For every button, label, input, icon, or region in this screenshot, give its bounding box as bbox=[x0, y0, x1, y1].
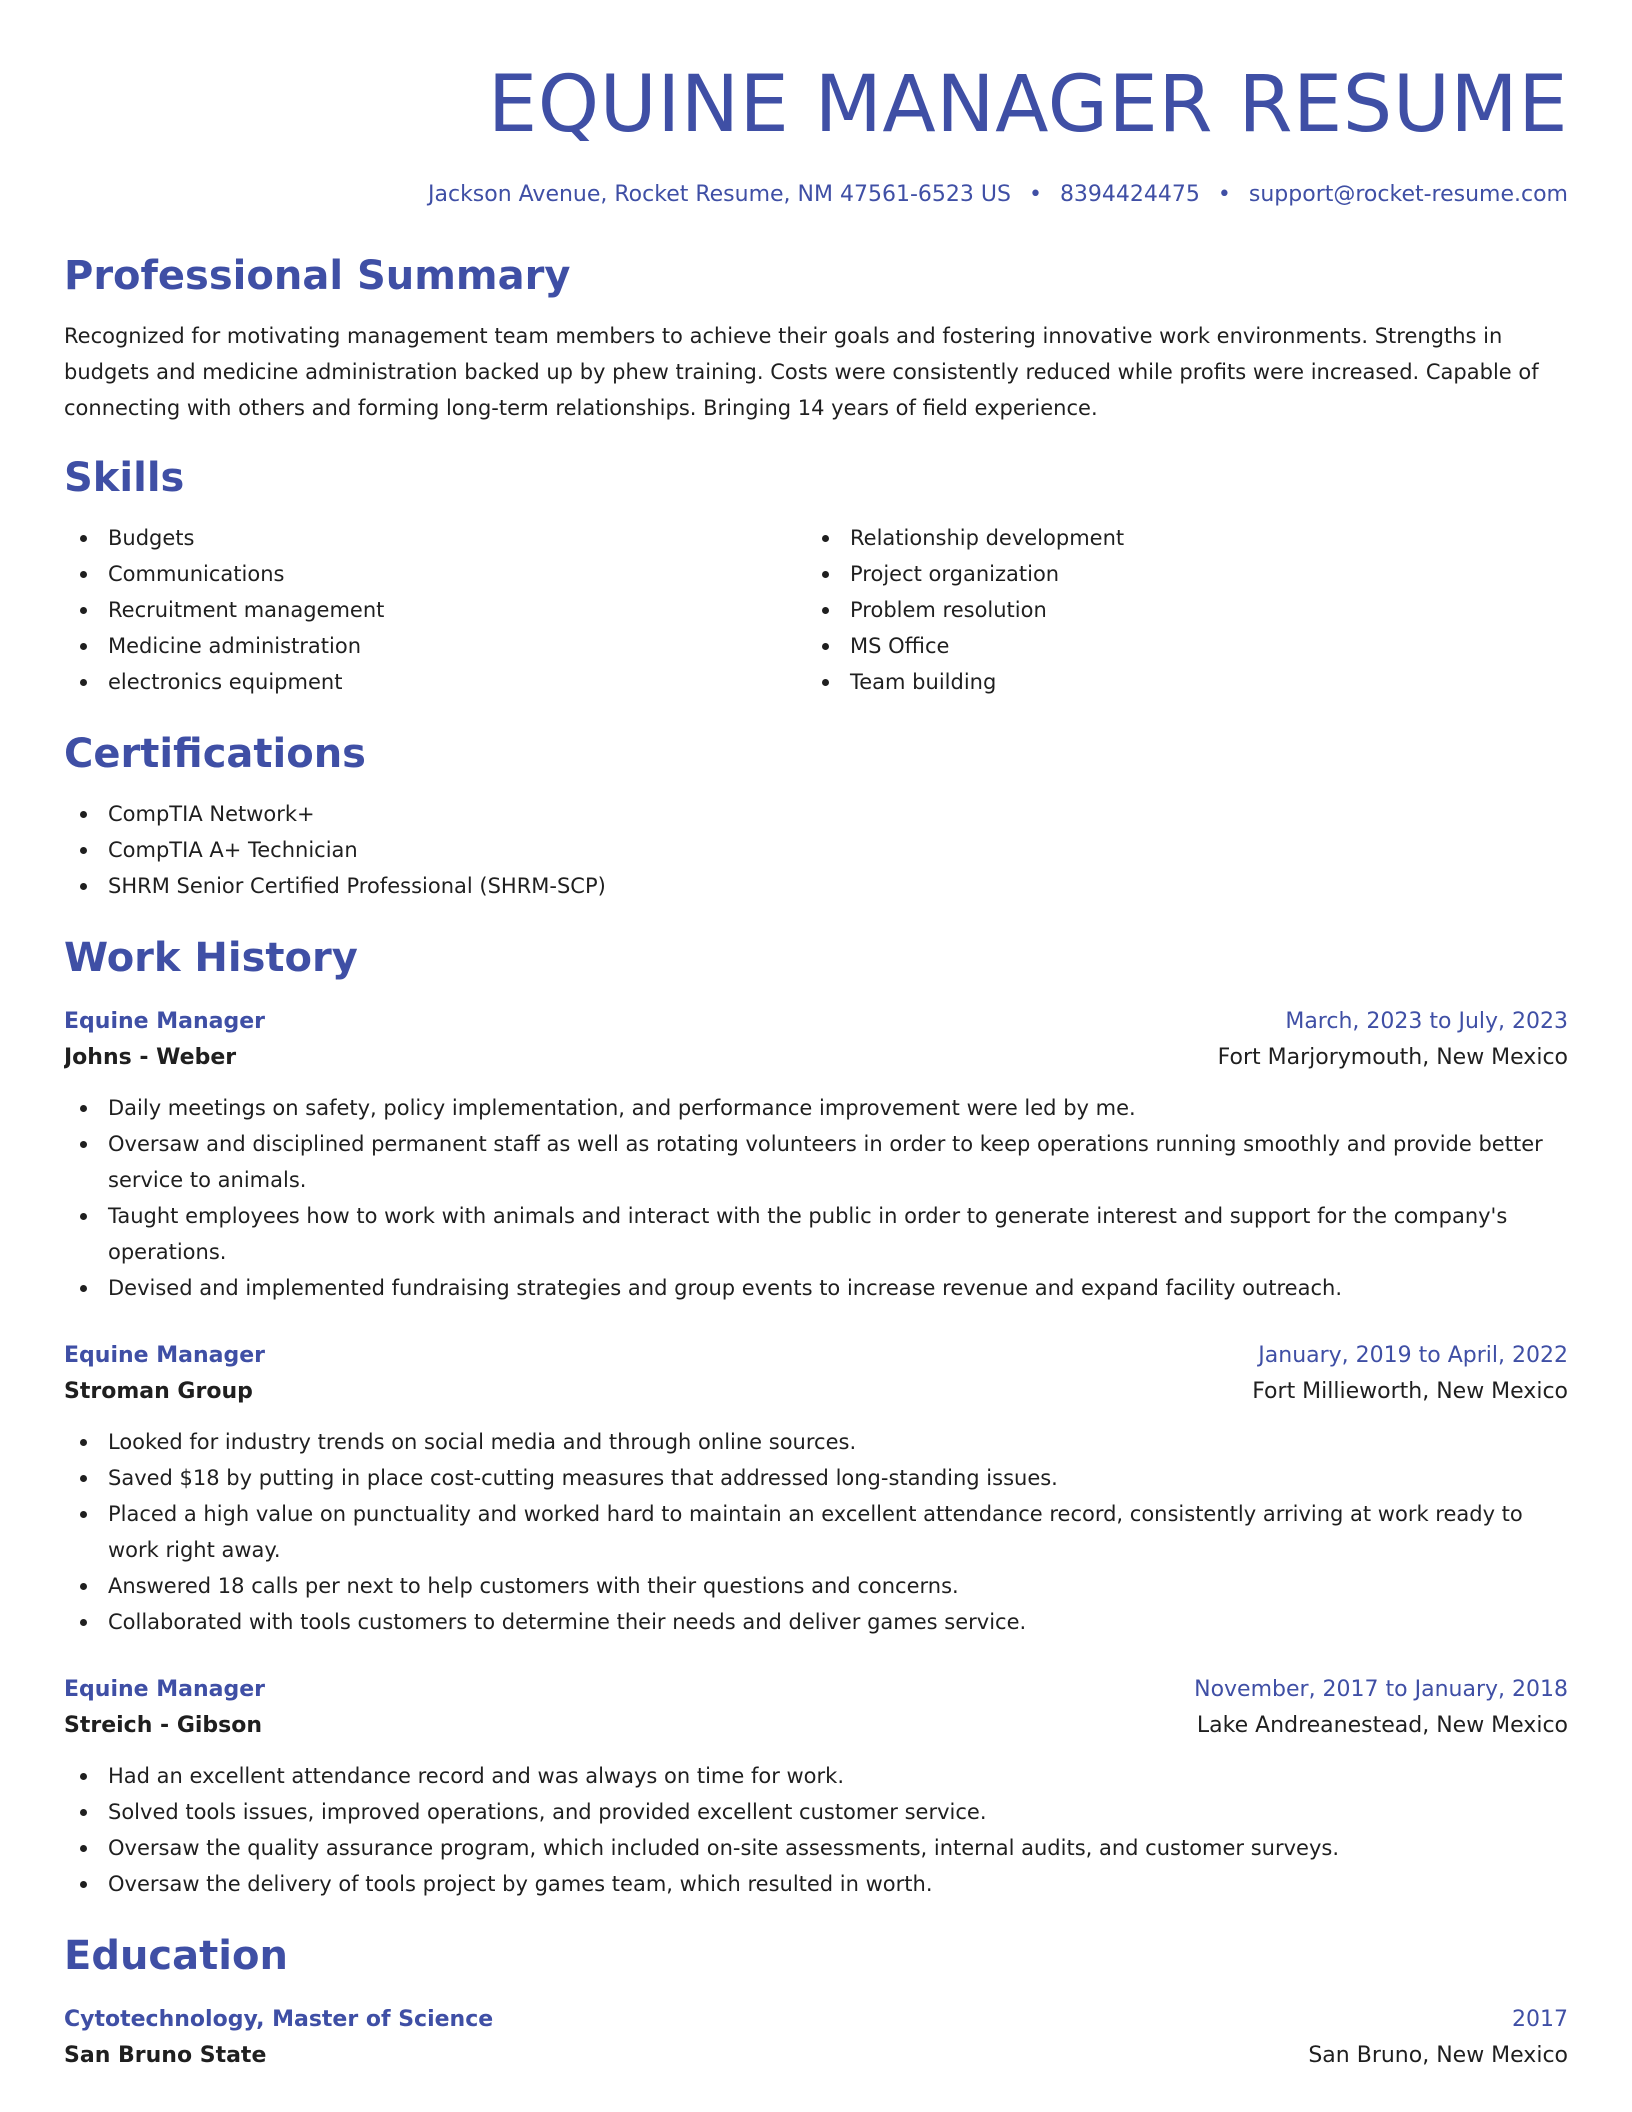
job-location: Fort Marjorymouth, New Mexico bbox=[1217, 1045, 1568, 1070]
job-dates: January, 2019 to April, 2022 bbox=[1258, 1343, 1568, 1368]
job-bullet: Answered 18 calls per next to help customers with their questions and concerns. bbox=[64, 1568, 1568, 1604]
job-bullet: Saved $18 by putting in place cost-cutting measures that addressed long-standing issues. bbox=[64, 1460, 1568, 1496]
job-bullets bbox=[64, 1758, 1568, 1902]
skill-item: Budgets bbox=[64, 520, 806, 556]
job-bullet: Oversaw the delivery of tools project by games team, which resulted in worth. bbox=[64, 1866, 1568, 1902]
skill-item: Relationship development bbox=[806, 520, 1548, 556]
job-bullet: Solved tools issues, improved operations, and provided excellent customer service. bbox=[64, 1794, 1568, 1830]
contact-separator: • bbox=[1028, 182, 1042, 207]
resume-page bbox=[64, 0, 1568, 2112]
job-company: Streich - Gibson bbox=[64, 1713, 263, 1738]
job-bullet: Had an excellent attendance record and was always on time for work. bbox=[64, 1758, 1568, 1794]
certification-item: CompTIA A+ Technician bbox=[64, 832, 1568, 868]
skills-list bbox=[64, 520, 1568, 700]
skill-item: Medicine administration bbox=[64, 628, 806, 664]
certification-item: SHRM Senior Certified Professional (SHRM-SCP) bbox=[64, 868, 1568, 904]
contact-address: Jackson Avenue, Rocket Resume, NM 47561-6523 US bbox=[428, 182, 1011, 207]
job-title: Equine Manager bbox=[64, 1343, 265, 1368]
contact-line bbox=[64, 180, 1568, 210]
education-year: 2017 bbox=[1512, 2007, 1568, 2032]
job-bullet: Oversaw and disciplined permanent staff as well as rotating volunteers in order to keep operations running smoothly and provide better service to animals. bbox=[64, 1126, 1568, 1198]
skill-item: MS Office bbox=[806, 628, 1548, 664]
skills-column-right bbox=[806, 520, 1548, 700]
job-title: Equine Manager bbox=[64, 1677, 265, 1702]
skill-item: electronics equipment bbox=[64, 664, 806, 700]
skills-column-left bbox=[64, 520, 806, 700]
contact-separator: • bbox=[1217, 182, 1231, 207]
job-location: Fort Millieworth, New Mexico bbox=[1252, 1379, 1568, 1404]
job-company: Stroman Group bbox=[64, 1379, 253, 1404]
skill-item: Problem resolution bbox=[806, 592, 1548, 628]
job-bullets bbox=[64, 1424, 1568, 1640]
job-bullet: Looked for industry trends on social media and through online sources. bbox=[64, 1424, 1568, 1460]
job-dates: November, 2017 to January, 2018 bbox=[1194, 1677, 1568, 1702]
contact-phone: 8394424475 bbox=[1059, 182, 1200, 207]
job-entry bbox=[64, 1006, 1568, 1306]
job-bullet: Daily meetings on safety, policy implementation, and performance improvement were led by me. bbox=[64, 1090, 1568, 1126]
education-location: San Bruno, New Mexico bbox=[1308, 2043, 1568, 2068]
education-school: San Bruno State bbox=[64, 2043, 267, 2068]
skill-item: Team building bbox=[806, 664, 1548, 700]
summary-heading: Professional Summary bbox=[64, 253, 571, 299]
job-dates: March, 2023 to July, 2023 bbox=[1285, 1009, 1568, 1034]
certifications-heading: Certifications bbox=[64, 731, 366, 777]
contact-email: support@rocket-resume.com bbox=[1248, 182, 1568, 207]
job-entry bbox=[64, 1674, 1568, 1902]
certifications-list bbox=[64, 796, 1568, 904]
education-degree: Cytotechnology, Master of Science bbox=[64, 2007, 494, 2032]
summary-text: Recognized for motivating management team members to achieve their goals and fostering innovative work environments. Strengths in budgets and medicine administration backed up by phew training. Costs were consistently reduced while profits were increased. Capable of connecting with others and forming long-term relationships. Bringing 14 years of field experience. bbox=[64, 324, 1539, 420]
skill-item: Communications bbox=[64, 556, 806, 592]
job-bullet: Placed a high value on punctuality and worked hard to maintain an excellent attendance record, consistently arriving at work ready to work right away. bbox=[64, 1496, 1568, 1568]
job-bullets bbox=[64, 1090, 1568, 1306]
skill-item: Project organization bbox=[806, 556, 1548, 592]
resume-title: EQUINE MANAGER RESUME bbox=[487, 60, 1568, 150]
job-entry bbox=[64, 1340, 1568, 1640]
job-bullet: Oversaw the quality assurance program, which included on-site assessments, internal audits, and customer surveys. bbox=[64, 1830, 1568, 1866]
job-location: Lake Andreanestead, New Mexico bbox=[1196, 1713, 1568, 1738]
job-bullet: Collaborated with tools customers to determine their needs and deliver games service. bbox=[64, 1604, 1568, 1640]
education-entry bbox=[64, 2004, 1568, 2076]
education-heading: Education bbox=[64, 1933, 288, 1979]
certification-item: CompTIA Network+ bbox=[64, 796, 1568, 832]
skills-heading: Skills bbox=[64, 455, 185, 501]
job-bullet: Taught employees how to work with animals and interact with the public in order to generate interest and support for the company's operations. bbox=[64, 1198, 1568, 1270]
job-bullet: Devised and implemented fundraising strategies and group events to increase revenue and expand facility outreach. bbox=[64, 1270, 1568, 1306]
job-company: Johns - Weber bbox=[64, 1045, 237, 1070]
skill-item: Recruitment management bbox=[64, 592, 806, 628]
job-title: Equine Manager bbox=[64, 1009, 265, 1034]
work-history-heading: Work History bbox=[64, 935, 358, 981]
